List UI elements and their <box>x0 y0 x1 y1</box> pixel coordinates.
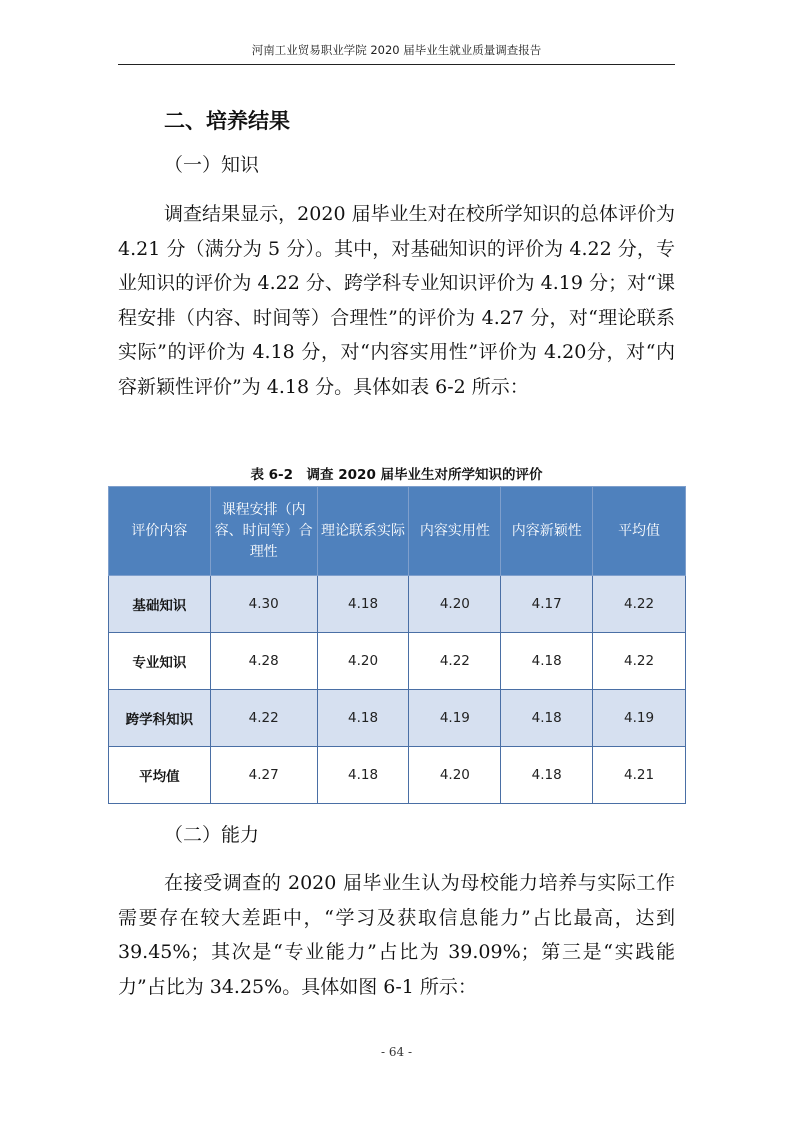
column-header: 理论联系实际 <box>317 487 409 576</box>
section-title: 二、培养结果 <box>164 109 290 133</box>
table-cell: 4.19 <box>409 690 501 747</box>
subsection-title-knowledge: （一）知识 <box>164 154 260 176</box>
table-cell: 4.18 <box>501 633 593 690</box>
row-label: 跨学科知识 <box>109 690 211 747</box>
paragraph-knowledge <box>118 197 675 404</box>
table-cell: 4.18 <box>317 747 409 804</box>
table-cell: 4.18 <box>501 747 593 804</box>
table-cell: 4.18 <box>317 576 409 633</box>
table-cell: 4.22 <box>409 633 501 690</box>
column-header: 课程安排（内容、时间等）合理性 <box>210 487 317 576</box>
table-cell: 4.18 <box>501 690 593 747</box>
table-cell: 4.21 <box>593 747 686 804</box>
row-label: 专业知识 <box>109 633 211 690</box>
page-number: - 64 - <box>380 1045 412 1059</box>
row-label: 基础知识 <box>109 576 211 633</box>
table-row <box>109 747 686 804</box>
table-cell: 4.20 <box>409 576 501 633</box>
table-cell: 4.19 <box>593 690 686 747</box>
table-cell: 4.20 <box>317 633 409 690</box>
table-cell: 4.28 <box>210 633 317 690</box>
column-header: 内容实用性 <box>409 487 501 576</box>
table-row <box>109 633 686 690</box>
paragraph-text: 调查结果显示，2020 届毕业生对在校所学知识的总体评价为 4.21 分（满分为 5 分）。其中，对基础知识的评价为 4.22 分，专业知识的评价为 4.22 分、跨学科专业知识评价为 4.19 分；对“课程安排（内容、时间等）合理性”的评价为 4.27 分，对“理论联系实际”的评价为 4.18 分，对“内容实用性”评价为 4.20分，对“内容新颖性评价”为 4.18 分。具体如表 6-2 所示： <box>118 203 675 398</box>
paragraph-ability <box>118 866 675 1004</box>
column-header: 平均值 <box>593 487 686 576</box>
table-cell: 4.30 <box>210 576 317 633</box>
table-row <box>109 576 686 633</box>
row-label: 平均值 <box>109 747 211 804</box>
table-cell: 4.20 <box>409 747 501 804</box>
table-cell: 4.18 <box>317 690 409 747</box>
column-header: 内容新颖性 <box>501 487 593 576</box>
paragraph-text: 在接受调查的 2020 届毕业生认为母校能力培养与实际工作需要存在较大差距中，“学习及获取信息能力”占比最高，达到 39.45%；其次是“专业能力”占比为 39.09%；第三是“实践能力”占比为 34.25%。具体如图 6-1 所示： <box>118 872 675 998</box>
table-row <box>109 690 686 747</box>
header-divider <box>118 64 675 65</box>
running-header: 河南工业贸易职业学院 2020 届毕业生就业质量调查报告 <box>251 43 542 57</box>
knowledge-evaluation-table <box>108 486 686 804</box>
subsection-title-ability: （二）能力 <box>164 824 260 846</box>
table-cell: 4.22 <box>210 690 317 747</box>
table-cell: 4.17 <box>501 576 593 633</box>
table-cell: 4.22 <box>593 633 686 690</box>
table-cell: 4.22 <box>593 576 686 633</box>
table-header-row <box>109 487 686 576</box>
table-cell: 4.27 <box>210 747 317 804</box>
column-header: 评价内容 <box>109 487 211 576</box>
table-caption: 表 6-2 调查 2020 届毕业生对所学知识的评价 <box>250 467 543 483</box>
